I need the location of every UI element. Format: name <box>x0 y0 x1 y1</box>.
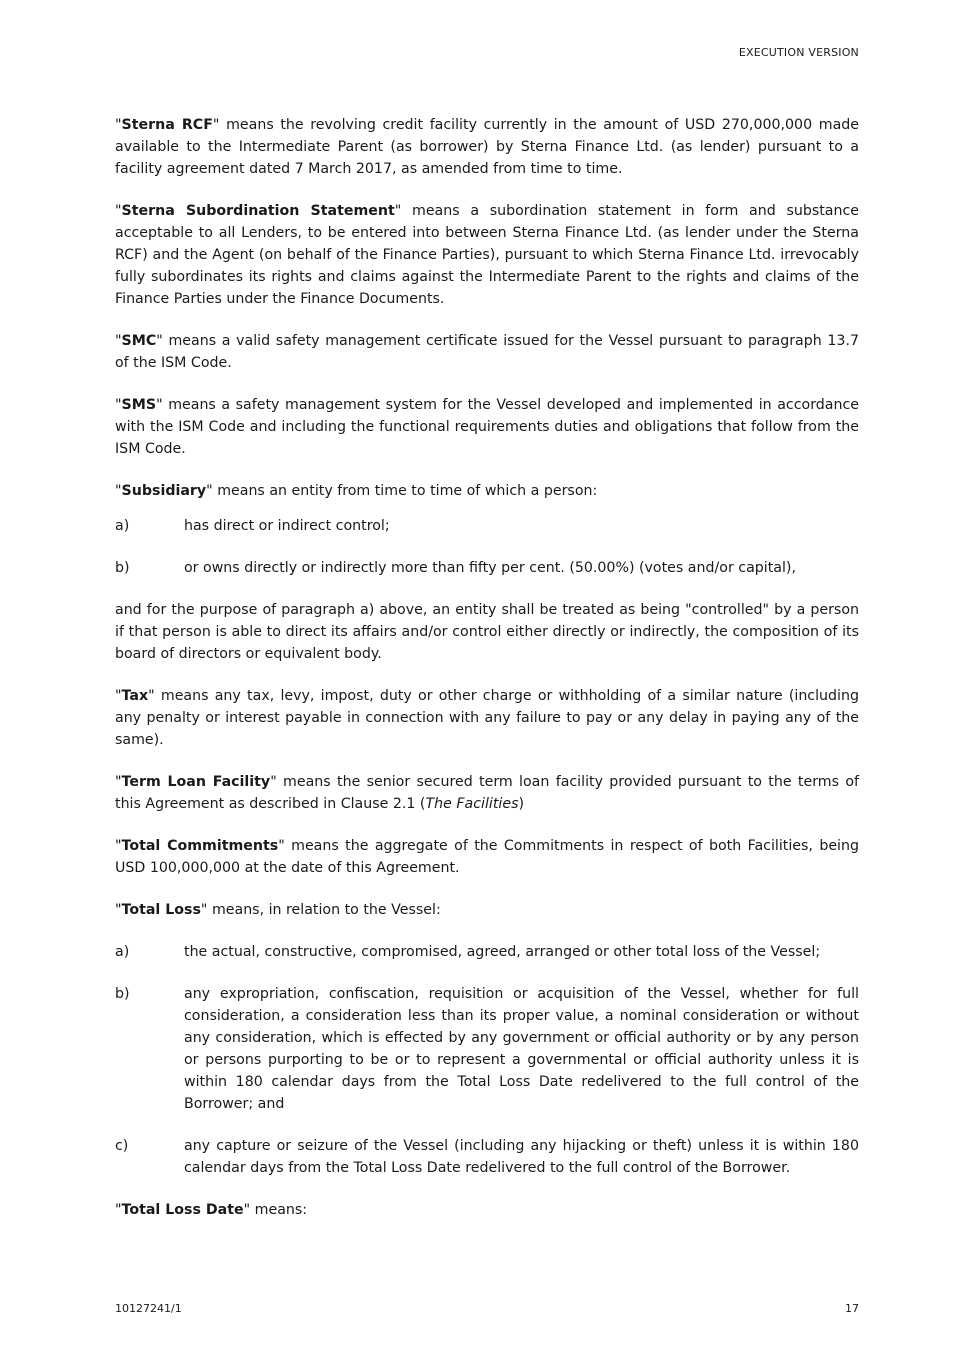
list-text: the actual, constructive, compromised, agreed, arranged or other total loss of the Vessel; <box>184 944 821 960</box>
defined-term: Total Loss Date <box>121 1202 244 1218</box>
footer-doc-id: 10127241/1 <box>115 1302 182 1315</box>
definition-sms: "SMS" means a safety management system for the Vessel developed and implemented in accordance with the ISM Code and including the functional requirements duties and obligations that follow from the ISM Code. <box>115 397 859 457</box>
footer-page-number: 17 <box>845 1302 859 1315</box>
list-item <box>115 941 859 963</box>
clause-title: The Facilities <box>425 796 519 812</box>
defined-term: Total Commitments <box>121 838 279 854</box>
list-label: b) <box>115 986 130 1002</box>
list-text: any capture or seizure of the Vessel (including any hijacking or theft) unless it is within 180 calendar days from the Total Loss Date redelivered to the full control of the Borrower. <box>184 1138 859 1176</box>
defined-term: Term Loan Facility <box>121 774 271 790</box>
list-item <box>115 557 859 579</box>
definition-sterna-rcf: "Sterna RCF" means the revolving credit facility currently in the amount of USD 270,000,000 made available to the Intermediate Parent (as borrower) by Sterna Finance Ltd. (as lender) pursuant to a facility agreement dated 7 March 2017, as amended from time to time. <box>115 117 859 177</box>
list-item <box>115 983 859 1115</box>
defined-term: Sterna RCF <box>121 117 213 133</box>
list-item <box>115 1135 859 1179</box>
definition-term-loan-facility: "Term Loan Facility" means the senior secured term loan facility provided pursuant to the terms of this Agreement as described in Clause 2.1 (The Facilities) <box>115 774 859 812</box>
defined-term: SMS <box>121 397 157 413</box>
list-label: b) <box>115 560 130 576</box>
document-body <box>115 114 859 1241</box>
defined-term: Sterna Subordination Statement <box>121 203 395 219</box>
list-item <box>115 515 859 537</box>
subsidiary-closing: and for the purpose of paragraph a) above, an entity shall be treated as being "controlled" by a person if that person is able to direct its affairs and/or control either directly or indirectly, the composition of its board of directors or equivalent body. <box>115 602 859 662</box>
list-text: has direct or indirect control; <box>184 518 390 534</box>
list-label: a) <box>115 518 130 534</box>
defined-term: Total Loss <box>121 902 201 918</box>
definition-subsidiary: "Subsidiary" means an entity from time to time of which a person: <box>115 483 598 499</box>
list-label: c) <box>115 1138 129 1154</box>
definition-smc: "SMC" means a valid safety management certificate issued for the Vessel pursuant to paragraph 13.7 of the ISM Code. <box>115 333 859 371</box>
defined-term: SMC <box>121 333 157 349</box>
definition-total-loss-date: "Total Loss Date" means: <box>115 1202 308 1218</box>
definition-total-commitments: "Total Commitments" means the aggregate of the Commitments in respect of both Facilities, being USD 100,000,000 at the date of this Agreement. <box>115 838 859 876</box>
list-text: or owns directly or indirectly more than fifty per cent. (50.00%) (votes and/or capital), <box>184 560 796 576</box>
defined-term: Tax <box>121 688 149 704</box>
definition-tax: "Tax" means any tax, levy, impost, duty or other charge or withholding of a similar nature (including any penalty or interest payable in connection with any failure to pay or any delay in paying any of the same). <box>115 688 859 748</box>
list-text: any expropriation, confiscation, requisition or acquisition of the Vessel, whether for full consideration, a consideration less than its proper value, a nominal consideration or without any consideration, which is effected by any government or official authority or by any person or persons purporting to be or to represent a governmental or official authority unless it is within 180 calendar days from the Total Loss Date redelivered to the full control of the Borrower; and <box>184 986 859 1112</box>
list-label: a) <box>115 944 130 960</box>
defined-term: Subsidiary <box>121 483 207 499</box>
header-version: EXECUTION VERSION <box>738 46 859 59</box>
definition-total-loss: "Total Loss" means, in relation to the Vessel: <box>115 902 441 918</box>
definition-sterna-subordination-statement: "Sterna Subordination Statement" means a subordination statement in form and substance acceptable to all Lenders, to be entered into between Sterna Finance Ltd. (as lender under the Sterna RCF) and the Agent (on behalf of the Finance Parties), pursuant to which Sterna Finance Ltd. irrevocably fully subordinates its rights and claims against the Intermediate Parent to the rights and claims of the Finance Parties under the Finance Documents. <box>115 203 860 307</box>
